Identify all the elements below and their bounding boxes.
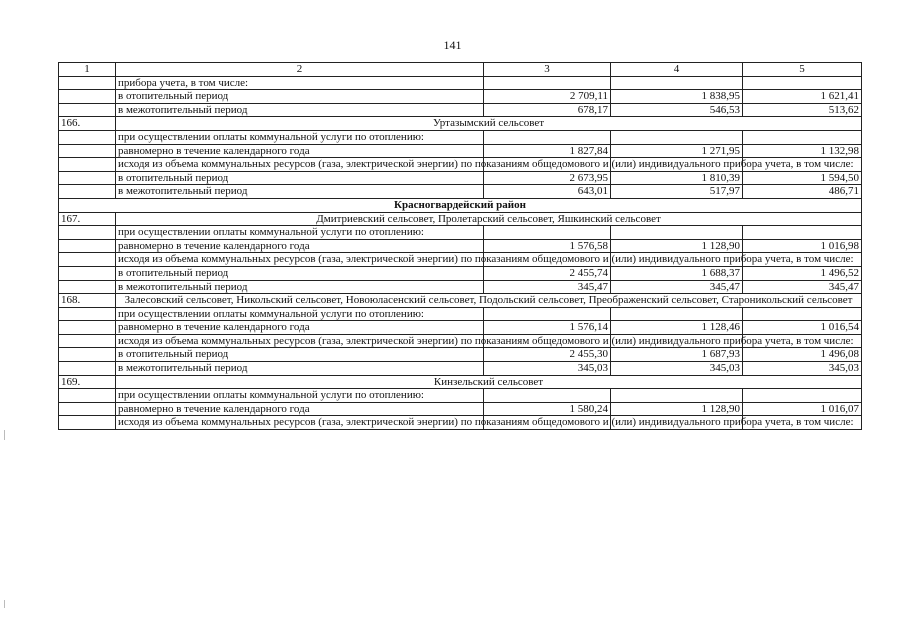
row-number-cell	[59, 402, 116, 416]
value-cell-col5: 345,47	[743, 280, 862, 294]
value-cell-col5: 1 132,98	[743, 144, 862, 158]
row-number-cell	[59, 362, 116, 376]
value-cell-col4: 546,53	[611, 103, 743, 117]
value-cell-col3	[484, 307, 611, 321]
value-cell-col5	[743, 307, 862, 321]
value-cell-col3: 345,47	[484, 280, 611, 294]
value-cell-col4	[611, 226, 743, 240]
description-cell: при осуществлении оплаты коммунальной услуги по отоплению:	[116, 226, 484, 240]
description-cell: в межотопительный период	[116, 362, 484, 376]
header-cell: 5	[743, 63, 862, 77]
row-number-cell	[59, 389, 116, 403]
description-cell: в отопительный период	[116, 171, 484, 185]
description-cell: в отопительный период	[116, 266, 484, 280]
description-cell: при осуществлении оплаты коммунальной услуги по отоплению:	[116, 389, 484, 403]
description-cell: в отопительный период	[116, 348, 484, 362]
row-number-cell	[59, 253, 116, 267]
value-cell-col4	[611, 389, 743, 403]
table-row	[59, 226, 862, 240]
value-cell-col4: 1 128,90	[611, 402, 743, 416]
section-title: Кинзельский сельсовет	[116, 375, 862, 389]
description-cell: равномерно в течение календарного года	[116, 239, 484, 253]
table-row	[59, 76, 862, 90]
row-number-cell	[59, 144, 116, 158]
value-cell-col4: 345,47	[611, 280, 743, 294]
header-row	[59, 63, 862, 77]
value-cell-col3	[484, 130, 611, 144]
table-row	[59, 171, 862, 185]
description-cell: исходя из объема коммунальных ресурсов (газа, электрической энергии) по показаниям общедомового и (или) индивидуального прибора учета, в том числе:	[116, 334, 484, 348]
table-row	[59, 239, 862, 253]
table-row	[59, 144, 862, 158]
value-cell-col5: 1 594,50	[743, 171, 862, 185]
table-row	[59, 334, 862, 348]
section-row	[59, 375, 862, 389]
row-number-cell	[59, 239, 116, 253]
section-title: Залесовский сельсовет, Никольский сельсовет, Новоюласенский сельсовет, Подольский сельсовет, Преображенский сельсовет, Староникольский сельсовет	[116, 294, 862, 308]
table-row	[59, 389, 862, 403]
table-row	[59, 402, 862, 416]
row-number-cell	[59, 90, 116, 104]
value-cell-col5	[743, 226, 862, 240]
section-row	[59, 117, 862, 131]
section-number: 169.	[59, 375, 116, 389]
value-cell-col5	[743, 76, 862, 90]
value-cell-col3: 1 827,84	[484, 144, 611, 158]
description-cell: при осуществлении оплаты коммунальной услуги по отоплению:	[116, 307, 484, 321]
table-row	[59, 130, 862, 144]
table-row	[59, 158, 862, 172]
table-row	[59, 266, 862, 280]
section-number: 167.	[59, 212, 116, 226]
row-number-cell	[59, 158, 116, 172]
value-cell-col4: 1 810,39	[611, 171, 743, 185]
row-number-cell	[59, 266, 116, 280]
table-row	[59, 416, 862, 430]
table-row	[59, 185, 862, 199]
row-number-cell	[59, 348, 116, 362]
table-row	[59, 362, 862, 376]
value-cell-col3: 2 673,95	[484, 171, 611, 185]
section-title: Дмитриевский сельсовет, Пролетарский сельсовет, Яшкинский сельсовет	[116, 212, 862, 226]
description-cell: при осуществлении оплаты коммунальной услуги по отоплению:	[116, 130, 484, 144]
table-row	[59, 307, 862, 321]
row-number-cell	[59, 334, 116, 348]
value-cell-col4: 1 128,46	[611, 321, 743, 335]
value-cell-col5: 345,03	[743, 362, 862, 376]
value-cell-col5	[743, 389, 862, 403]
header-cell: 1	[59, 63, 116, 77]
row-number-cell	[59, 130, 116, 144]
section-number: 166.	[59, 117, 116, 131]
row-number-cell	[59, 185, 116, 199]
value-cell-col3: 1 576,58	[484, 239, 611, 253]
table-row	[59, 103, 862, 117]
value-cell-col5: 1 016,07	[743, 402, 862, 416]
table-row	[59, 253, 862, 267]
value-cell-col3: 2 709,11	[484, 90, 611, 104]
value-cell-col4: 345,03	[611, 362, 743, 376]
value-cell-col3	[484, 389, 611, 403]
description-cell: прибора учета, в том числе:	[116, 76, 484, 90]
district-title: Красногвардейский район	[59, 198, 862, 212]
row-number-cell	[59, 321, 116, 335]
row-number-cell	[59, 416, 116, 430]
table-row	[59, 280, 862, 294]
value-cell-col5: 1 496,08	[743, 348, 862, 362]
table-row	[59, 321, 862, 335]
value-cell-col3: 1 576,14	[484, 321, 611, 335]
value-cell-col3: 345,03	[484, 362, 611, 376]
section-row	[59, 212, 862, 226]
value-cell-col3: 678,17	[484, 103, 611, 117]
value-cell-col5	[743, 130, 862, 144]
value-cell-col3: 2 455,30	[484, 348, 611, 362]
scan-edge-mark	[4, 430, 5, 440]
description-cell: равномерно в течение календарного года	[116, 402, 484, 416]
value-cell-col4: 1 128,90	[611, 239, 743, 253]
description-cell: исходя из объема коммунальных ресурсов (газа, электрической энергии) по показаниям общедомового и (или) индивидуального прибора учета, в том числе:	[116, 416, 484, 430]
description-cell: в межотопительный период	[116, 185, 484, 199]
row-number-cell	[59, 226, 116, 240]
section-row	[59, 294, 862, 308]
header-cell: 4	[611, 63, 743, 77]
value-cell-col5: 1 496,52	[743, 266, 862, 280]
page-number: 141	[443, 38, 462, 52]
description-cell: в межотопительный период	[116, 280, 484, 294]
tariff-table	[58, 62, 862, 430]
value-cell-col5: 1 016,54	[743, 321, 862, 335]
value-cell-col4	[611, 307, 743, 321]
row-number-cell	[59, 307, 116, 321]
value-cell-col3: 643,01	[484, 185, 611, 199]
row-number-cell	[59, 103, 116, 117]
value-cell-col4	[611, 76, 743, 90]
header-cell: 3	[484, 63, 611, 77]
value-cell-col5: 1 621,41	[743, 90, 862, 104]
section-number: 168.	[59, 294, 116, 308]
value-cell-col4: 1 271,95	[611, 144, 743, 158]
value-cell-col3	[484, 76, 611, 90]
value-cell-col4: 1 838,95	[611, 90, 743, 104]
value-cell-col5: 486,71	[743, 185, 862, 199]
scan-edge-mark	[4, 600, 5, 608]
value-cell-col3: 2 455,74	[484, 266, 611, 280]
value-cell-col5: 1 016,98	[743, 239, 862, 253]
description-cell: равномерно в течение календарного года	[116, 321, 484, 335]
description-cell: в отопительный период	[116, 90, 484, 104]
value-cell-col5: 513,62	[743, 103, 862, 117]
header-cell: 2	[116, 63, 484, 77]
description-cell: исходя из объема коммунальных ресурсов (газа, электрической энергии) по показаниям общедомового и (или) индивидуального прибора учета, в том числе:	[116, 253, 484, 267]
section-title: Уртазымский сельсовет	[116, 117, 862, 131]
value-cell-col3	[484, 226, 611, 240]
value-cell-col3: 1 580,24	[484, 402, 611, 416]
value-cell-col4: 1 688,37	[611, 266, 743, 280]
row-number-cell	[59, 171, 116, 185]
description-cell: исходя из объема коммунальных ресурсов (газа, электрической энергии) по показаниям общедомового и (или) индивидуального прибора учета, в том числе:	[116, 158, 484, 172]
row-number-cell	[59, 76, 116, 90]
district-row	[59, 198, 862, 212]
value-cell-col4: 1 687,93	[611, 348, 743, 362]
row-number-cell	[59, 280, 116, 294]
value-cell-col4: 517,97	[611, 185, 743, 199]
table-row	[59, 90, 862, 104]
description-cell: в межотопительный период	[116, 103, 484, 117]
table-row	[59, 348, 862, 362]
value-cell-col4	[611, 130, 743, 144]
description-cell: равномерно в течение календарного года	[116, 144, 484, 158]
